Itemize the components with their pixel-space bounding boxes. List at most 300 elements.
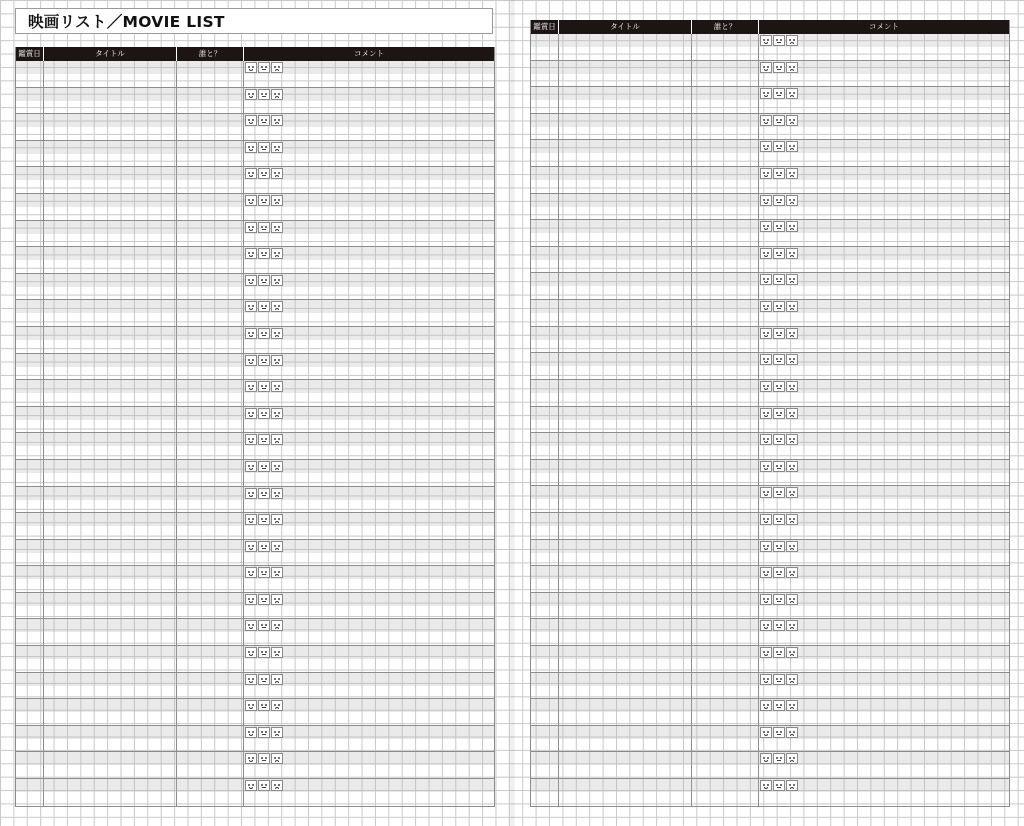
neutral-face-icon[interactable]	[258, 753, 270, 764]
table-row	[531, 566, 1009, 593]
happy-face-icon[interactable]	[245, 115, 257, 126]
happy-face-icon[interactable]	[245, 700, 257, 711]
sad-face-icon[interactable]	[271, 222, 283, 233]
happy-face-icon[interactable]	[760, 674, 772, 685]
face-mouth	[262, 96, 266, 97]
table-row	[531, 619, 1009, 646]
sad-face-icon[interactable]	[786, 700, 798, 711]
rating-faces	[245, 461, 283, 472]
face-mouth	[262, 255, 266, 256]
sad-face-icon[interactable]	[786, 674, 798, 685]
neutral-face-icon[interactable]	[773, 62, 785, 73]
happy-face-icon[interactable]	[245, 594, 257, 605]
table-row	[531, 61, 1009, 88]
face-mouth	[764, 388, 768, 390]
table-row	[531, 486, 1009, 513]
table-row	[16, 460, 494, 487]
sad-face-icon[interactable]	[786, 620, 798, 631]
happy-face-icon[interactable]	[760, 354, 772, 365]
happy-face-icon[interactable]	[245, 541, 257, 552]
neutral-face-icon[interactable]	[773, 168, 785, 179]
rating-faces	[760, 195, 798, 206]
neutral-face-icon[interactable]	[258, 408, 270, 419]
face-mouth	[790, 335, 794, 337]
face-mouth	[262, 681, 266, 682]
neutral-face-icon[interactable]	[773, 620, 785, 631]
happy-face-icon[interactable]	[760, 195, 772, 206]
sad-face-icon[interactable]	[786, 647, 798, 658]
neutral-face-icon[interactable]	[258, 780, 270, 791]
rating-faces	[245, 753, 283, 764]
face-mouth	[262, 388, 266, 389]
neutral-face-icon[interactable]	[773, 274, 785, 285]
happy-face-icon[interactable]	[760, 328, 772, 339]
neutral-face-icon[interactable]	[773, 647, 785, 658]
happy-face-icon[interactable]	[760, 753, 772, 764]
rating-faces	[245, 62, 283, 73]
face-mouth	[777, 548, 781, 549]
neutral-face-icon[interactable]	[258, 168, 270, 179]
table-header	[16, 47, 494, 61]
face-mouth	[764, 548, 768, 550]
face-mouth	[790, 548, 794, 550]
rating-faces	[760, 274, 798, 285]
sad-face-icon[interactable]	[271, 381, 283, 392]
happy-face-icon[interactable]	[760, 274, 772, 285]
neutral-face-icon[interactable]	[773, 567, 785, 578]
neutral-face-icon[interactable]	[258, 142, 270, 153]
happy-face-icon[interactable]	[245, 248, 257, 259]
neutral-face-icon[interactable]	[258, 700, 270, 711]
happy-face-icon[interactable]	[245, 381, 257, 392]
face-mouth	[249, 654, 253, 656]
neutral-face-icon[interactable]	[773, 780, 785, 791]
neutral-face-icon[interactable]	[258, 567, 270, 578]
neutral-face-icon[interactable]	[258, 674, 270, 685]
sad-face-icon[interactable]	[786, 141, 798, 152]
happy-face-icon[interactable]	[760, 567, 772, 578]
face-mouth	[275, 521, 279, 523]
face-mouth	[275, 149, 279, 151]
happy-face-icon[interactable]	[245, 222, 257, 233]
face-mouth	[249, 149, 253, 151]
sad-face-icon[interactable]	[271, 674, 283, 685]
happy-face-icon[interactable]	[760, 88, 772, 99]
rating-faces	[760, 594, 798, 605]
sad-face-icon[interactable]	[271, 89, 283, 100]
table-row	[531, 779, 1009, 806]
face-mouth	[249, 202, 253, 204]
face-mouth	[249, 255, 253, 257]
rating-faces	[760, 567, 798, 578]
neutral-face-icon[interactable]	[773, 354, 785, 365]
happy-face-icon[interactable]	[760, 381, 772, 392]
sad-face-icon[interactable]	[786, 35, 798, 46]
rating-faces	[245, 222, 283, 233]
neutral-face-icon[interactable]	[773, 221, 785, 232]
face-mouth	[764, 255, 768, 257]
rating-faces	[245, 434, 283, 445]
table-row	[531, 300, 1009, 327]
happy-face-icon[interactable]	[245, 195, 257, 206]
face-mouth	[790, 202, 794, 204]
happy-face-icon[interactable]	[245, 328, 257, 339]
neutral-face-icon[interactable]	[773, 115, 785, 126]
rating-faces	[760, 753, 798, 764]
face-mouth	[790, 148, 794, 150]
happy-face-icon[interactable]	[245, 488, 257, 499]
face-mouth	[275, 601, 279, 603]
sad-face-icon[interactable]	[271, 567, 283, 578]
sad-face-icon[interactable]	[786, 301, 798, 312]
header-title: タイトル	[610, 22, 640, 31]
sad-face-icon[interactable]	[786, 88, 798, 99]
neutral-face-icon[interactable]	[773, 301, 785, 312]
neutral-face-icon[interactable]	[258, 62, 270, 73]
face-mouth	[777, 335, 781, 336]
neutral-face-icon[interactable]	[773, 700, 785, 711]
neutral-face-icon[interactable]	[773, 727, 785, 738]
happy-face-icon[interactable]	[760, 248, 772, 259]
face-mouth	[275, 229, 279, 231]
face-mouth	[275, 362, 279, 364]
sad-face-icon[interactable]	[786, 408, 798, 419]
sad-face-icon[interactable]	[271, 753, 283, 764]
table-row	[531, 540, 1009, 567]
face-mouth	[764, 681, 768, 683]
neutral-face-icon[interactable]	[773, 594, 785, 605]
sad-face-icon[interactable]	[786, 248, 798, 259]
table-row	[16, 726, 494, 753]
happy-face-icon[interactable]	[760, 35, 772, 46]
face-mouth	[777, 681, 781, 682]
sad-face-icon[interactable]	[271, 514, 283, 525]
sad-face-icon[interactable]	[271, 142, 283, 153]
face-mouth	[249, 122, 253, 124]
face-mouth	[275, 255, 279, 257]
sad-face-icon[interactable]	[786, 195, 798, 206]
face-mouth	[764, 95, 768, 97]
table-header	[531, 20, 1009, 34]
happy-face-icon[interactable]	[760, 141, 772, 152]
neutral-face-icon[interactable]	[773, 195, 785, 206]
rating-faces	[760, 408, 798, 419]
sad-face-icon[interactable]	[786, 594, 798, 605]
sad-face-icon[interactable]	[786, 567, 798, 578]
rating-faces	[245, 381, 283, 392]
rating-faces	[760, 647, 798, 658]
happy-face-icon[interactable]	[245, 355, 257, 366]
table-row	[16, 327, 494, 354]
rating-faces	[760, 780, 798, 791]
face-mouth	[262, 149, 266, 150]
sad-face-icon[interactable]	[786, 354, 798, 365]
happy-face-icon[interactable]	[760, 115, 772, 126]
face-mouth	[777, 361, 781, 362]
face-mouth	[262, 548, 266, 549]
header-with-whom: 誰と？	[713, 22, 737, 31]
neutral-face-icon[interactable]	[773, 674, 785, 685]
happy-face-icon[interactable]	[245, 89, 257, 100]
sad-face-icon[interactable]	[271, 647, 283, 658]
face-mouth	[262, 574, 266, 575]
neutral-face-icon[interactable]	[773, 753, 785, 764]
table-row	[16, 752, 494, 779]
rating-faces	[760, 674, 798, 685]
rating-faces	[760, 62, 798, 73]
neutral-face-icon[interactable]	[258, 488, 270, 499]
face-mouth	[262, 175, 266, 176]
table-row	[531, 327, 1009, 354]
rating-faces	[245, 488, 283, 499]
happy-face-icon[interactable]	[760, 700, 772, 711]
table-row	[16, 114, 494, 141]
sad-face-icon[interactable]	[271, 62, 283, 73]
face-mouth	[764, 441, 768, 443]
happy-face-icon[interactable]	[245, 727, 257, 738]
happy-face-icon[interactable]	[760, 408, 772, 419]
sad-face-icon[interactable]	[786, 487, 798, 498]
sad-face-icon[interactable]	[786, 753, 798, 764]
sad-face-icon[interactable]	[786, 62, 798, 73]
rating-faces	[760, 514, 798, 525]
movie-table-left	[15, 47, 495, 807]
sad-face-icon[interactable]	[271, 461, 283, 472]
sad-face-icon[interactable]	[271, 301, 283, 312]
neutral-face-icon[interactable]	[258, 647, 270, 658]
face-mouth	[790, 361, 794, 363]
neutral-face-icon[interactable]	[258, 594, 270, 605]
face-mouth	[764, 361, 768, 363]
table-row	[531, 34, 1009, 61]
rating-faces	[245, 195, 283, 206]
sad-face-icon[interactable]	[786, 727, 798, 738]
sad-face-icon[interactable]	[786, 274, 798, 285]
table-row	[16, 699, 494, 726]
happy-face-icon[interactable]	[760, 168, 772, 179]
face-mouth	[262, 787, 266, 788]
face-mouth	[275, 202, 279, 204]
face-mouth	[777, 95, 781, 96]
sad-face-icon[interactable]	[786, 434, 798, 445]
sad-face-icon[interactable]	[786, 541, 798, 552]
sad-face-icon[interactable]	[786, 780, 798, 791]
rating-faces	[760, 727, 798, 738]
face-mouth	[764, 521, 768, 523]
neutral-face-icon[interactable]	[258, 195, 270, 206]
face-mouth	[777, 734, 781, 735]
table-row	[531, 114, 1009, 141]
rating-faces	[760, 115, 798, 126]
face-mouth	[790, 228, 794, 230]
happy-face-icon[interactable]	[245, 301, 257, 312]
face-mouth	[275, 574, 279, 576]
table-row	[16, 407, 494, 434]
neutral-face-icon[interactable]	[773, 141, 785, 152]
happy-face-icon[interactable]	[760, 647, 772, 658]
happy-face-icon[interactable]	[245, 434, 257, 445]
rating-faces	[245, 301, 283, 312]
page-title: 映画リスト／MOVIE LIST	[28, 13, 225, 31]
face-mouth	[262, 441, 266, 442]
neutral-face-icon[interactable]	[258, 355, 270, 366]
happy-face-icon[interactable]	[760, 221, 772, 232]
rating-faces	[245, 541, 283, 552]
happy-face-icon[interactable]	[760, 620, 772, 631]
sad-face-icon[interactable]	[271, 408, 283, 419]
sad-face-icon[interactable]	[271, 168, 283, 179]
neutral-face-icon[interactable]	[258, 89, 270, 100]
happy-face-icon[interactable]	[245, 514, 257, 525]
neutral-face-icon[interactable]	[258, 541, 270, 552]
face-mouth	[790, 69, 794, 71]
neutral-face-icon[interactable]	[258, 727, 270, 738]
rating-faces	[245, 700, 283, 711]
sad-face-icon[interactable]	[271, 594, 283, 605]
neutral-face-icon[interactable]	[258, 301, 270, 312]
face-mouth	[262, 122, 266, 123]
face-mouth	[275, 760, 279, 762]
sad-face-icon[interactable]	[271, 620, 283, 631]
sad-face-icon[interactable]	[271, 434, 283, 445]
happy-face-icon[interactable]	[760, 461, 772, 472]
rating-faces	[245, 89, 283, 100]
neutral-face-icon[interactable]	[258, 248, 270, 259]
happy-face-icon[interactable]	[245, 142, 257, 153]
face-mouth	[777, 654, 781, 655]
table-row	[16, 593, 494, 620]
happy-face-icon[interactable]	[760, 487, 772, 498]
neutral-face-icon[interactable]	[258, 434, 270, 445]
sad-face-icon[interactable]	[786, 461, 798, 472]
neutral-face-icon[interactable]	[773, 434, 785, 445]
sad-face-icon[interactable]	[271, 541, 283, 552]
sad-face-icon[interactable]	[786, 115, 798, 126]
rating-faces	[760, 328, 798, 339]
neutral-face-icon[interactable]	[258, 328, 270, 339]
face-mouth	[777, 388, 781, 389]
neutral-face-icon[interactable]	[773, 541, 785, 552]
happy-face-icon[interactable]	[245, 780, 257, 791]
table-row	[531, 726, 1009, 753]
neutral-face-icon[interactable]	[773, 248, 785, 259]
face-mouth	[764, 601, 768, 603]
face-mouth	[249, 335, 253, 337]
neutral-face-icon[interactable]	[773, 487, 785, 498]
face-mouth	[249, 441, 253, 443]
happy-face-icon[interactable]	[245, 168, 257, 179]
rating-faces	[245, 780, 283, 791]
face-mouth	[275, 96, 279, 98]
happy-face-icon[interactable]	[245, 567, 257, 578]
sad-face-icon[interactable]	[271, 275, 283, 286]
happy-face-icon[interactable]	[760, 301, 772, 312]
face-mouth	[249, 96, 253, 98]
rating-faces	[760, 141, 798, 152]
sad-face-icon[interactable]	[786, 328, 798, 339]
neutral-face-icon[interactable]	[773, 408, 785, 419]
neutral-face-icon[interactable]	[773, 514, 785, 525]
happy-face-icon[interactable]	[245, 620, 257, 631]
rating-faces	[245, 355, 283, 366]
neutral-face-icon[interactable]	[773, 381, 785, 392]
face-mouth	[249, 229, 253, 231]
neutral-face-icon[interactable]	[773, 35, 785, 46]
face-mouth	[790, 281, 794, 283]
neutral-face-icon[interactable]	[258, 381, 270, 392]
rating-faces	[245, 674, 283, 685]
header-date: 鑑賞日	[18, 49, 41, 58]
sad-face-icon[interactable]	[786, 168, 798, 179]
happy-face-icon[interactable]	[245, 275, 257, 286]
face-mouth	[777, 574, 781, 575]
face-mouth	[275, 548, 279, 550]
neutral-face-icon[interactable]	[258, 275, 270, 286]
table-row	[16, 433, 494, 460]
sad-face-icon[interactable]	[786, 381, 798, 392]
happy-face-icon[interactable]	[245, 62, 257, 73]
happy-face-icon[interactable]	[760, 594, 772, 605]
table-row	[16, 88, 494, 115]
face-mouth	[777, 122, 781, 123]
sad-face-icon[interactable]	[786, 514, 798, 525]
face-mouth	[777, 69, 781, 70]
happy-face-icon[interactable]	[245, 461, 257, 472]
happy-face-icon[interactable]	[760, 541, 772, 552]
neutral-face-icon[interactable]	[773, 461, 785, 472]
sad-face-icon[interactable]	[786, 221, 798, 232]
sad-face-icon[interactable]	[271, 328, 283, 339]
happy-face-icon[interactable]	[760, 514, 772, 525]
happy-face-icon[interactable]	[760, 434, 772, 445]
happy-face-icon[interactable]	[760, 780, 772, 791]
sad-face-icon[interactable]	[271, 727, 283, 738]
neutral-face-icon[interactable]	[773, 88, 785, 99]
face-mouth	[790, 441, 794, 443]
neutral-face-icon[interactable]	[258, 222, 270, 233]
neutral-face-icon[interactable]	[773, 328, 785, 339]
neutral-face-icon[interactable]	[258, 620, 270, 631]
sad-face-icon[interactable]	[271, 700, 283, 711]
face-mouth	[790, 308, 794, 310]
sad-face-icon[interactable]	[271, 355, 283, 366]
rating-faces	[245, 408, 283, 419]
neutral-face-icon[interactable]	[258, 115, 270, 126]
sad-face-icon[interactable]	[271, 488, 283, 499]
sad-face-icon[interactable]	[271, 780, 283, 791]
sad-face-icon[interactable]	[271, 248, 283, 259]
neutral-face-icon[interactable]	[258, 461, 270, 472]
sad-face-icon[interactable]	[271, 115, 283, 126]
sad-face-icon[interactable]	[271, 195, 283, 206]
header-date: 鑑賞日	[533, 22, 556, 31]
happy-face-icon[interactable]	[245, 647, 257, 658]
rating-faces	[245, 275, 283, 286]
happy-face-icon[interactable]	[245, 674, 257, 685]
neutral-face-icon[interactable]	[258, 514, 270, 525]
table-row	[16, 141, 494, 168]
face-mouth	[262, 734, 266, 735]
happy-face-icon[interactable]	[245, 408, 257, 419]
happy-face-icon[interactable]	[245, 753, 257, 764]
rating-faces	[760, 301, 798, 312]
face-mouth	[275, 787, 279, 789]
rating-faces	[245, 514, 283, 525]
face-mouth	[249, 760, 253, 762]
face-mouth	[777, 148, 781, 149]
happy-face-icon[interactable]	[760, 62, 772, 73]
happy-face-icon[interactable]	[760, 727, 772, 738]
